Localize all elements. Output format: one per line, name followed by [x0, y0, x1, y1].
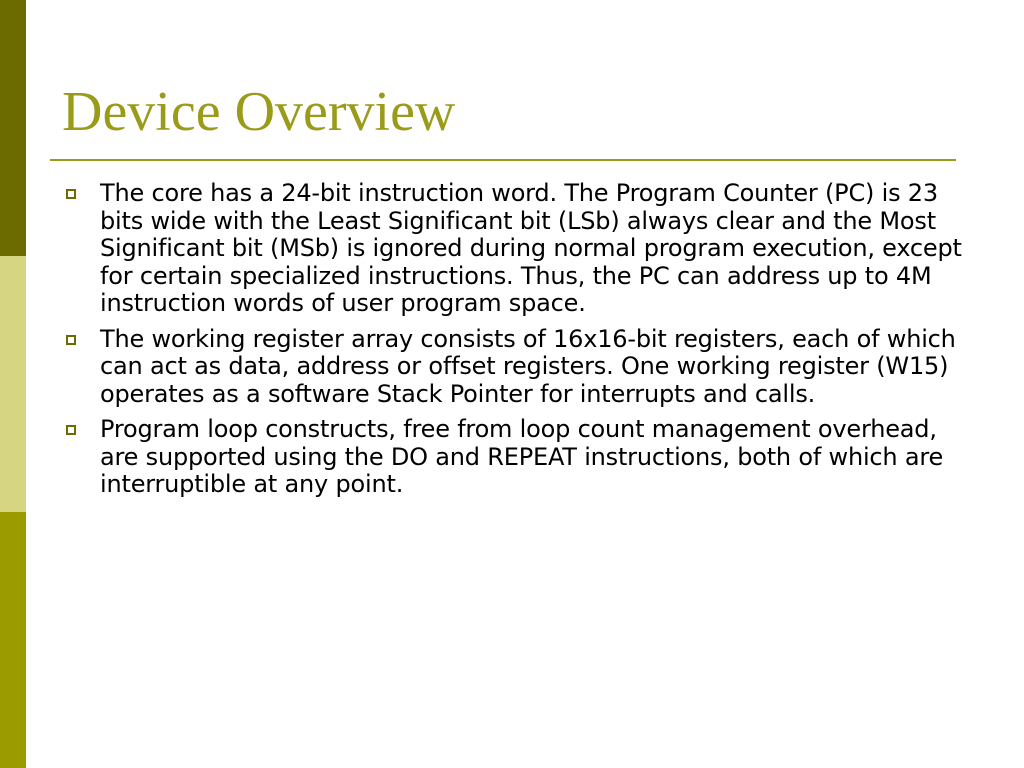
- side-band-middle: [0, 256, 26, 512]
- square-bullet-icon: [66, 335, 76, 345]
- bullet-list: [62, 180, 972, 507]
- bullet-item: [62, 326, 972, 409]
- square-bullet-icon: [66, 425, 76, 435]
- slide-title: Device Overview: [62, 81, 456, 143]
- bullet-text: Program loop constructs, free from loop count management overhead, are supported using the DO and REPEAT instructions, both of which are interruptible at any point.: [100, 415, 944, 498]
- side-band-bottom: [0, 512, 26, 768]
- bullet-item: [62, 180, 972, 318]
- bullet-text: The working register array consists of 16x16-bit registers, each of which can act as data, address or offset registers. One working register (W15) operates as a software Stack Pointer for interrupts and calls.: [100, 324, 956, 408]
- title-divider: [50, 159, 956, 161]
- side-band-top: [0, 0, 26, 256]
- bullet-text: The core has a 24-bit instruction word. The Program Counter (PC) is 23 bits wide with the Least Significant bit (LSb) always clear and the Most Significant bit (MSb) is ignored during normal program execution, except for certain specialized instructions. Thus, the PC can address up to 4M instruction words of user program space.: [100, 179, 962, 317]
- bullet-item: [62, 416, 972, 499]
- square-bullet-icon: [66, 189, 76, 199]
